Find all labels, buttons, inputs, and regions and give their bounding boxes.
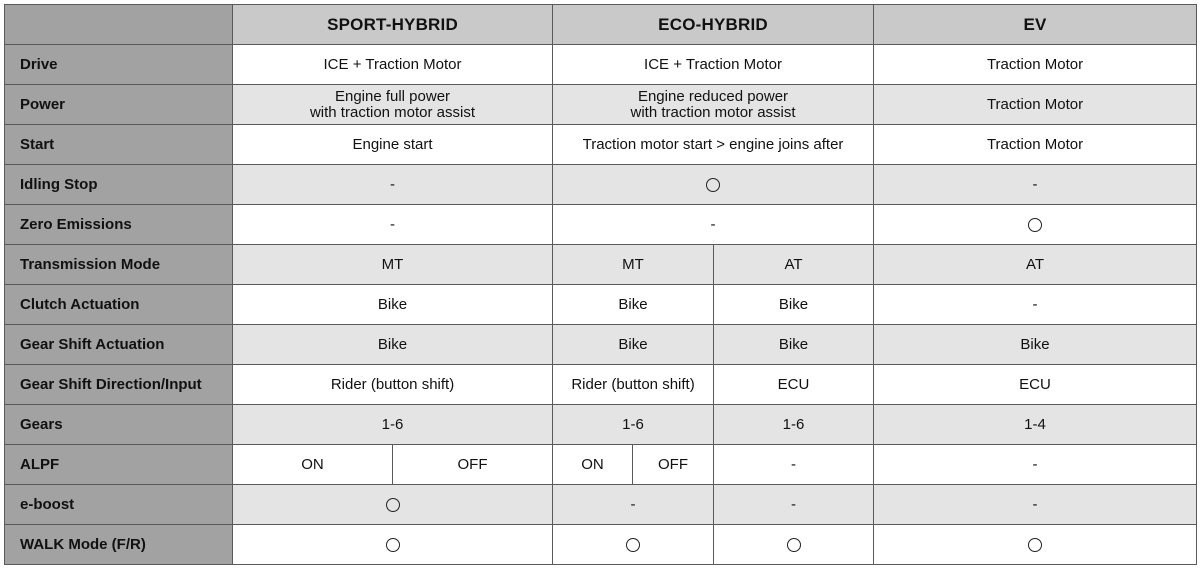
row-start — [5, 125, 1197, 165]
row-power — [5, 85, 1197, 125]
cell-alpf-eco-at: - — [714, 445, 874, 485]
cell-gears-sport: 1-6 — [233, 405, 553, 445]
cell-walk-mode-sport — [233, 525, 553, 565]
cell-clutch-ev: - — [874, 285, 1197, 325]
cell-power-sport-line2: with traction motor assist — [309, 103, 476, 121]
row-gear-shift-actuation — [5, 325, 1197, 365]
cell-gears-ev: 1-4 — [874, 405, 1197, 445]
cell-transmission-eco-mt: MT — [553, 245, 714, 285]
cell-gear-shift-dir-eco-at: ECU — [714, 365, 874, 405]
row-label-gear-shift-direction: Gear Shift Direction/Input — [5, 365, 233, 405]
cell-alpf-ev: - — [874, 445, 1197, 485]
cell-drive-eco: ICE + Traction Motor — [553, 45, 874, 85]
cell-gears-eco-mt: 1-6 — [553, 405, 714, 445]
cell-power-ev: Traction Motor — [874, 85, 1197, 125]
cell-e-boost-sport — [233, 485, 553, 525]
circle-mark-icon — [1028, 538, 1042, 552]
cell-start-sport: Engine start — [233, 125, 553, 165]
cell-zero-emissions-ev — [874, 205, 1197, 245]
cell-alpf-eco-mt-on: ON — [553, 445, 633, 485]
header-row — [5, 5, 1197, 45]
cell-start-eco: Traction motor start > engine joins after — [553, 125, 874, 165]
row-label-e-boost: e-boost — [5, 485, 233, 525]
cell-clutch-eco-mt: Bike — [553, 285, 714, 325]
cell-transmission-sport: MT — [233, 245, 553, 285]
cell-alpf-sport-off: OFF — [393, 445, 553, 485]
cell-zero-emissions-sport: - — [233, 205, 553, 245]
cell-clutch-sport: Bike — [233, 285, 553, 325]
cell-power-eco-line1: Engine reduced power — [637, 87, 789, 105]
cell-power-sport — [233, 85, 553, 125]
cell-drive-sport: ICE + Traction Motor — [233, 45, 553, 85]
cell-gear-shift-act-ev: Bike — [874, 325, 1197, 365]
cell-power-sport-line1: Engine full power — [334, 87, 451, 105]
cell-idling-stop-ev: - — [874, 165, 1197, 205]
row-label-clutch-actuation: Clutch Actuation — [5, 285, 233, 325]
comparison-table-container — [4, 4, 1197, 565]
circle-mark-icon — [386, 538, 400, 552]
row-clutch-actuation — [5, 285, 1197, 325]
header-eco-hybrid: ECO-HYBRID — [553, 5, 874, 45]
cell-walk-mode-eco-at — [714, 525, 874, 565]
row-label-gear-shift-actuation: Gear Shift Actuation — [5, 325, 233, 365]
row-e-boost — [5, 485, 1197, 525]
row-label-transmission-mode: Transmission Mode — [5, 245, 233, 285]
header-corner-cell — [5, 5, 233, 45]
cell-idling-stop-sport: - — [233, 165, 553, 205]
circle-mark-icon — [787, 538, 801, 552]
hybrid-comparison-table — [4, 4, 1197, 565]
row-drive — [5, 45, 1197, 85]
cell-power-eco-line2: with traction motor assist — [630, 103, 796, 121]
cell-walk-mode-ev — [874, 525, 1197, 565]
row-label-walk-mode: WALK Mode (F/R) — [5, 525, 233, 565]
row-idling-stop — [5, 165, 1197, 205]
circle-mark-icon — [386, 498, 400, 512]
header-ev: EV — [874, 5, 1197, 45]
row-label-gears: Gears — [5, 405, 233, 445]
row-label-start: Start — [5, 125, 233, 165]
cell-transmission-eco-at: AT — [714, 245, 874, 285]
row-transmission-mode — [5, 245, 1197, 285]
cell-transmission-ev: AT — [874, 245, 1197, 285]
row-label-power: Power — [5, 85, 233, 125]
cell-gears-eco-at: 1-6 — [714, 405, 874, 445]
cell-drive-ev: Traction Motor — [874, 45, 1197, 85]
row-alpf — [5, 445, 1197, 485]
row-label-idling-stop: Idling Stop — [5, 165, 233, 205]
cell-power-eco — [553, 85, 874, 125]
cell-e-boost-eco-mt: - — [553, 485, 714, 525]
cell-gear-shift-act-eco-mt: Bike — [553, 325, 714, 365]
header-sport-hybrid: SPORT-HYBRID — [233, 5, 553, 45]
cell-e-boost-ev: - — [874, 485, 1197, 525]
cell-e-boost-eco-at: - — [714, 485, 874, 525]
circle-mark-icon — [706, 178, 720, 192]
circle-mark-icon — [1028, 218, 1042, 232]
row-label-drive: Drive — [5, 45, 233, 85]
cell-start-ev: Traction Motor — [874, 125, 1197, 165]
row-walk-mode — [5, 525, 1197, 565]
row-gears — [5, 405, 1197, 445]
row-label-zero-emissions: Zero Emissions — [5, 205, 233, 245]
cell-gear-shift-dir-sport: Rider (button shift) — [233, 365, 553, 405]
cell-clutch-eco-at: Bike — [714, 285, 874, 325]
row-label-alpf: ALPF — [5, 445, 233, 485]
cell-gear-shift-act-eco-at: Bike — [714, 325, 874, 365]
cell-alpf-sport-on: ON — [233, 445, 393, 485]
cell-idling-stop-eco — [553, 165, 874, 205]
cell-gear-shift-act-sport: Bike — [233, 325, 553, 365]
cell-zero-emissions-eco: - — [553, 205, 874, 245]
circle-mark-icon — [626, 538, 640, 552]
cell-alpf-eco-mt-off: OFF — [633, 445, 714, 485]
cell-gear-shift-dir-ev: ECU — [874, 365, 1197, 405]
row-zero-emissions — [5, 205, 1197, 245]
cell-walk-mode-eco-mt — [553, 525, 714, 565]
cell-gear-shift-dir-eco-mt: Rider (button shift) — [553, 365, 714, 405]
row-gear-shift-direction — [5, 365, 1197, 405]
